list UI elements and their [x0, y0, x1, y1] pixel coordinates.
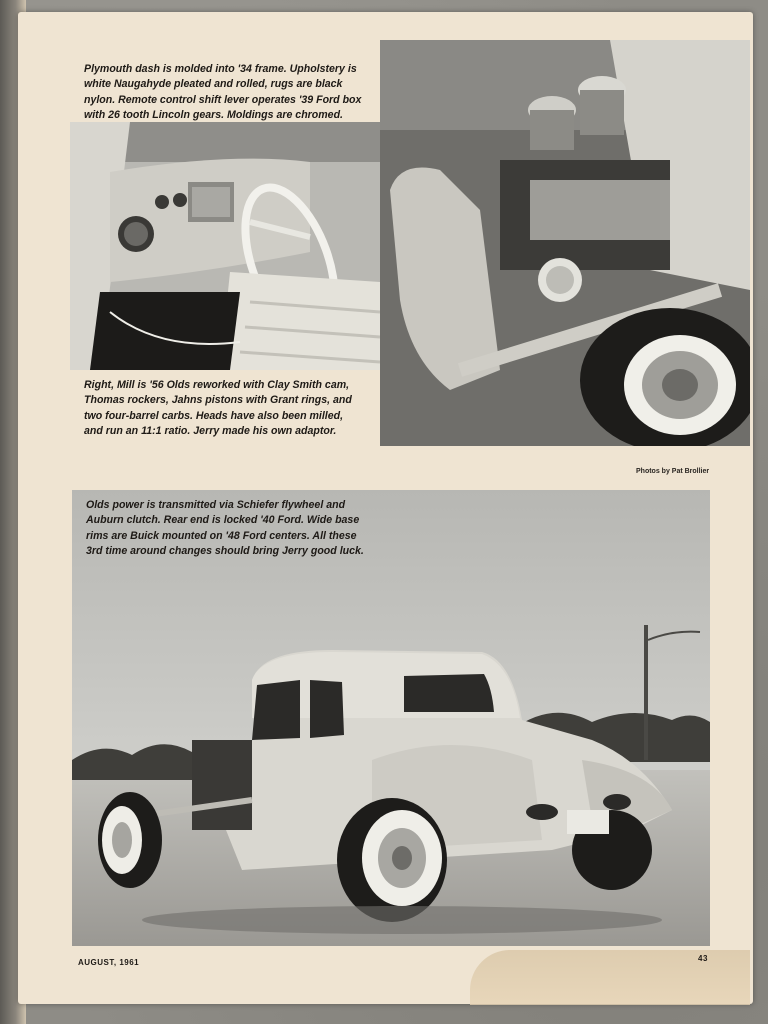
- dash-caption: Plymouth dash is molded into '34 frame. Upholstery is white Naugahyde pleated and rolled, rugs are black nylon. Remote control shift lever operates '39 Ford box with 26 tooth Lincoln gears. Moldings are chromed.: [84, 63, 362, 122]
- issue-date: AUGUST, 1961: [78, 958, 140, 967]
- engine-caption: Right, Mill is '56 Olds reworked with Clay Smith cam, Thomas rockers, Jahns pistons with Grant rings, and two four-barrel carbs. Heads have also been milled, and run an 11:1 ratio. Jerry made his own adaptor.: [84, 379, 352, 438]
- page-edge-wear: [470, 950, 750, 1005]
- photo-credit: Photos by Pat Brollier: [636, 468, 710, 475]
- car-caption: Olds power is transmitted via Schiefer flywheel and Auburn clutch. Rear end is locked '40 Ford. Wide base rims are Buick mounted on '48 Ford centers. All these 3rd time around changes should bring Jerry good luck.: [86, 499, 364, 558]
- page-number: 43: [698, 954, 708, 963]
- engine-photo: [380, 40, 750, 446]
- dashboard-photo: [70, 122, 380, 370]
